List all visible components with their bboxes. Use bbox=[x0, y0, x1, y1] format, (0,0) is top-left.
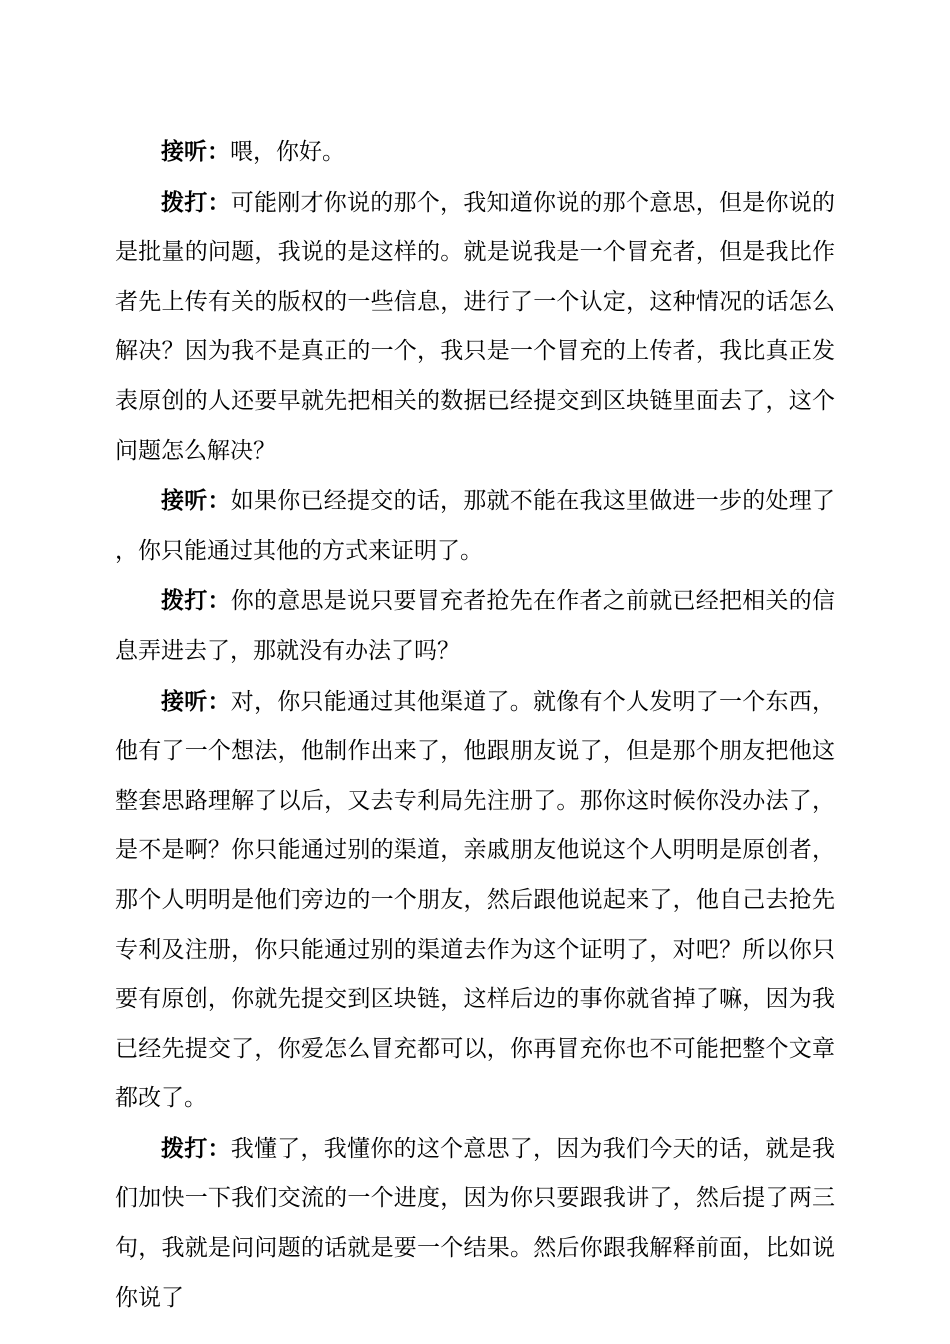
speaker-label: 拨打： bbox=[161, 188, 231, 216]
dialogue-paragraph bbox=[115, 178, 835, 477]
speaker-label: 接听： bbox=[161, 687, 231, 715]
speaker-label: 拨打： bbox=[161, 1134, 231, 1162]
dialogue-text: 如果你已经提交的话，那就不能在我这里做进一步的处理了，你只能通过其他的方式来证明了。 bbox=[115, 488, 835, 564]
speaker-label: 接听： bbox=[161, 138, 230, 165]
dialogue-text: 你的意思是说只要冒充者抢先在作者之前就已经把相关的信息弄进去了，那就没有办法了吗？ bbox=[115, 588, 835, 664]
dialogue-text: 对，你只能通过其他渠道了。就像有个人发明了一个东西，他有了一个想法，他制作出来了，他跟朋友说了，但是那个朋友把他这整套思路理解了以后，又去专利局先注册了。那你这时候你没办法了，是不是啊？你只能通过别的渠道，亲戚朋友他说这个人明明是原创者，那个人明明是他们旁边的一个朋友，然后跟他说起来了，他自己去抢先专利及注册，你只能通过别的渠道去作为这个证明了，对吧？所以你只要有原创，你就先提交到区块链，这样后边的事你就省掉了嘛，因为我已经先提交了，你爱怎么冒充都可以，你再冒充你也不可能把整个文章都改了。 bbox=[115, 688, 835, 1112]
speaker-label: 接听： bbox=[161, 487, 231, 515]
speaker-label: 拨打： bbox=[161, 587, 231, 615]
dialogue-paragraph bbox=[115, 127, 835, 178]
transcript-page bbox=[115, 127, 835, 1323]
dialogue-paragraph bbox=[115, 1124, 835, 1323]
dialogue-paragraph bbox=[115, 476, 835, 576]
dialogue-text: 喂，你好。 bbox=[230, 139, 345, 165]
dialogue-paragraph bbox=[115, 576, 835, 676]
dialogue-text: 可能刚才你说的那个，我知道你说的那个意思，但是你说的是批量的问题，我说的是这样的。就是说我是一个冒充者，但是我比作者先上传有关的版权的一些信息，进行了一个认定，这种情况的话怎么解决？因为我不是真正的一个，我只是一个冒充的上传者，我比真正发表原创的人还要早就先把相关的数据已经提交到区块链里面去了，这个问题怎么解决？ bbox=[115, 189, 835, 464]
dialogue-text: 我懂了，我懂你的这个意思了，因为我们今天的话，就是我们加快一下我们交流的一个进度，因为你只要跟我讲了，然后提了两三句，我就是问问题的话就是要一个结果。然后你跟我解释前面，比如说你说了 bbox=[115, 1135, 835, 1311]
dialogue-paragraph bbox=[115, 677, 835, 1124]
